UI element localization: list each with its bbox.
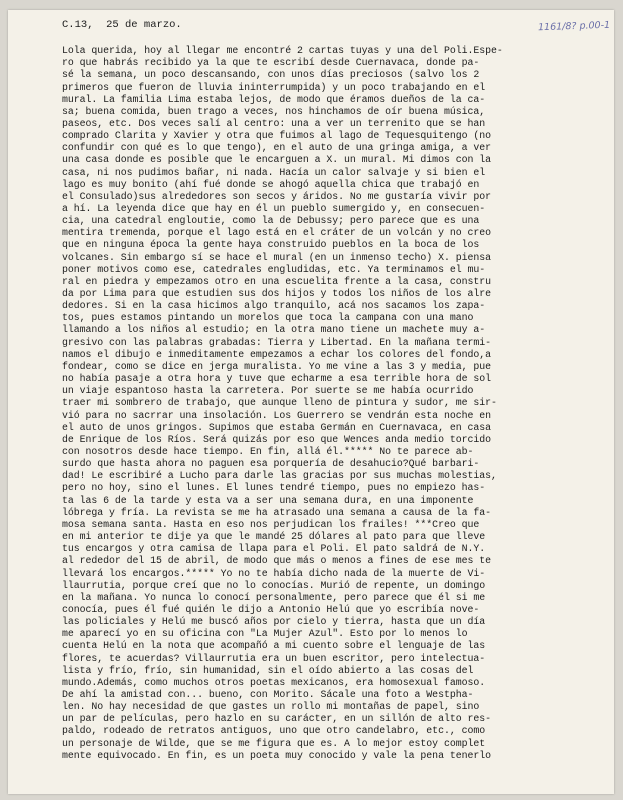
letter-line: mentira tremenda, porque el lago está en el cráter de un volcán y no creo xyxy=(62,227,491,239)
letter-line: paseos, etc. Dos veces salí al centro: una a ver un terrenito que se han xyxy=(62,117,486,129)
letter-line: el auto de unos gringos. Supimos que estaba Germán en Cuernavaca, en casa xyxy=(62,421,491,433)
letter-page xyxy=(8,10,614,794)
letter-line: no había pasaje a otra hora y tuve que echarme a esa terrible hora de sol xyxy=(62,373,491,385)
letter-line: paldo, rodeado de retratos antiguos, uno que otro candelabro, etc., como xyxy=(62,725,486,737)
letter-line: las policiales y Helú me buscó años por cielo y tierra, hasta que un día xyxy=(62,616,486,628)
letter-line: con nosotros desde hace tiempo. En fin, allá él.***** No te parece ab- xyxy=(62,445,474,457)
archive-pencil-note: 1161/8? p.00-1 xyxy=(537,19,611,34)
letter-line: confundir con qué es lo que tengo), en el auto de una gringa amiga, a ver xyxy=(62,142,491,154)
letter-line: en la mañana. Yo nunca lo conocí personalmente, pero parece que él si me xyxy=(62,591,486,603)
letter-line: de Enrique de los Ríos. Será quizás por eso que Wences anda medio torcido xyxy=(62,433,491,445)
letter-line: traer mi sombrero de trabajo, que aunque lleno de pintura y sudor, me sir- xyxy=(62,397,497,409)
letter-line: que en ninguna época la gente haya construido pueblos en la boca de los xyxy=(62,239,480,251)
letter-line: lago es muy bonito (ahí fué donde se ahogó aquella chica que trabajó en xyxy=(62,178,480,190)
letter-line: dad! Le escribiré a Lucho para darle las gracias por sus muchas molestias, xyxy=(62,470,497,482)
letter-line: un viaje espantoso hasta la carretera. Por suerte se me había ocurrido xyxy=(62,385,474,397)
letter-line: pero no hoy, sino el lunes. El lunes tendré tiempo, pues no empiezo has- xyxy=(62,482,486,494)
letter-line: tus encargos y otra camisa de llapa para el Poli. El pato saldrá de N.Y. xyxy=(62,543,486,555)
letter-line: mural. La familia Lima estaba lejos, de modo que éramos dueños de la ca- xyxy=(62,93,486,105)
letter-line: lista y frío, frío, sin humanidad, sin el oído abierto a las cosas del xyxy=(62,664,474,676)
letter-line: mente equivocado. En fin, es un poeta muy conocido y vale la pena tenerlo xyxy=(62,749,491,761)
letter-line: dedores. Si en la casa hicimos algo tranquilo, acá nos sacamos los zapa- xyxy=(62,300,486,312)
letter-line: una casa donde es posible que le encarguen a X. un mural. Mi dimos con la xyxy=(62,154,491,166)
letter-line: surdo que hasta ahora no paguen esa porquería de desahucio?Qué barbari- xyxy=(62,458,480,470)
letter-line: un personaje de Wilde, que se me figura que es. A lo mejor estoy complet xyxy=(62,737,486,749)
letter-line: casa, ni nos pudimos bañar, ni nada. Hacía un calor salvaje y si bien el xyxy=(62,166,486,178)
letter-line: me aparecí yo en su oficina con "La Mujer Azul". Esto por lo menos lo xyxy=(62,628,468,640)
letter-line: llamando a los niños al estudio; en la otra mano tiene un machete muy a- xyxy=(62,324,486,336)
letter-line: al rededor del 15 de abril, de modo que más o menos a fines de ese mes te xyxy=(62,555,491,567)
letter-line: cia, una catedral engloutie, como la de Debussy; pero parece que es una xyxy=(62,215,480,227)
letter-line: poner motivos como ese, catedrales engludidas, etc. Ya terminamos el mu- xyxy=(62,263,486,275)
letter-line: vió para no sacrrar una insolación. Los Guerrero se vendrán esta noche en xyxy=(62,409,491,421)
letter-date-line: C.13, 25 de marzo. xyxy=(62,19,182,31)
letter-line: un par de películas, pero hazlo en su carácter, en un sillón de alto res- xyxy=(62,713,491,725)
letter-line: sé la semana, un poco descansando, con unos días preciosos (salvo los 2 xyxy=(62,69,480,81)
letter-line: De ahí la amistad con... bueno, con Morito. Sácale una foto a Westpha- xyxy=(62,689,474,700)
letter-line: lóbrega y fría. La revista se me ha atrasado una semana a causa de la fa- xyxy=(62,506,491,518)
letter-line: conocía, pues él fué quién le dijo a Antonio Helú que yo escribía nove- xyxy=(62,603,480,615)
letter-line: len. No hay necesidad de que gastes un rollo mi montañas de papel, sino xyxy=(62,701,480,713)
letter-line: ro que habrás recibido ya la que te escribí desde Cuernavaca, donde pa- xyxy=(62,57,480,69)
letter-line: da por Lima para que estudien sus dos hijos y todos los niños de los alre xyxy=(62,288,491,299)
letter-line: tos, pues estamos pintando un morelos que toca la campana con una mano xyxy=(62,312,474,324)
letter-line: ta las 6 de la tarde y esta va a ser una semana dura, en una imponente xyxy=(62,494,474,506)
letter-line: Lola querida, hoy al llegar me encontré 2 cartas tuyas y una del Poli.Espe- xyxy=(62,45,503,56)
letter-line: namos el dibujo e inmeditamente empezamos a echar los colores del fondo,a xyxy=(62,348,491,360)
letter-line: ral en piedra y empezamos otro en una escuelita frente a la casa, constru xyxy=(62,275,491,287)
letter-line: flores, te acuerdas? Villaurrutia era un buen escritor, pero intelectua- xyxy=(62,652,486,664)
letter-line: mosa semana santa. Hasta en eso nos perjudican los frailes! ***Creo que xyxy=(62,518,480,530)
letter-line: gresivo con las palabras grabadas: Tierra y Libertad. En la mañana termi- xyxy=(62,336,491,348)
letter-line: llevará los encargos.***** Yo no te había dicho nada de la muerte de Vi- xyxy=(62,567,486,579)
letter-line: fondear, como se dice en jerga muralista. Yo me vine a las 3 y media, pue xyxy=(62,360,491,372)
letter-line: cuenta Helú en la nota que acompañó a mi cuento sobre el lenguaje de las xyxy=(62,640,486,652)
letter-line: primeros que fueron de lluvia ininterrumpida) y un poco trabajando en el xyxy=(62,81,486,93)
letter-line: el Consulado)sus alrededores son secos y áridos. No me gustaría vivir por xyxy=(62,190,491,202)
letter-line: en mi anterior te dije ya que le mandé 25 dólares al pato para que lleve xyxy=(62,531,486,542)
letter-line: mundo.Además, como muchos otros poetas mexicanos, era homosexual famoso. xyxy=(62,676,486,688)
letter-line: a hí. La leyenda dice que hay en él un pueblo sumergido y, en consecuen- xyxy=(62,203,486,214)
letter-line: llaurrutia, porque creí que no lo conocías. Murió de repente, un domingo xyxy=(62,579,486,591)
letter-line: volcanes. Sin embargo sí se hace el mural (en un inmenso techo) X. piensa xyxy=(62,251,491,263)
letter-line: sa; buena comida, buen trago a veces, nos hinchamos de oír buena música, xyxy=(62,105,486,117)
letter-line: comprado Clarita y Xavier y otra que fuimos al lago de Tequesquitengo (no xyxy=(62,130,491,141)
